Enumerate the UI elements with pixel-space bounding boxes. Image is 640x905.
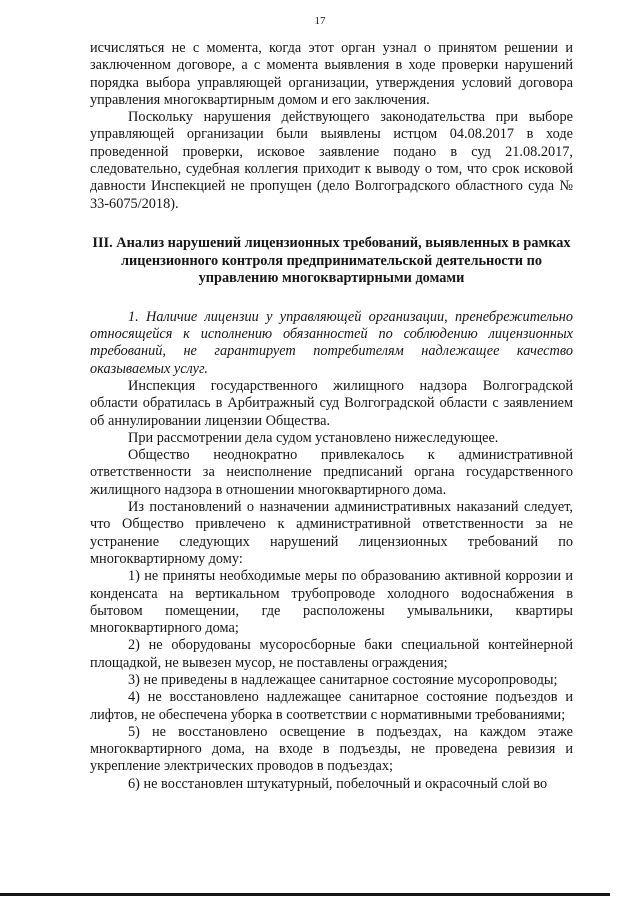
list-item-1: 1) не приняты необходимые меры по образованию активной коррозии и конденсата на вертикальном трубопроводе холодного водоснабжения в бытовом помещении, где расположены умывальники, квартиры многоквартирного дома; <box>90 568 573 637</box>
paragraph-court-findings: При рассмотрении дела судом установлено нижеследующее. <box>128 429 499 446</box>
list-item-3: 3) не приведены в надлежащее санитарное состояние мусоропроводы; <box>128 671 558 688</box>
paragraph-limitation-period: Поскольку нарушения действующего законодательства при выборе управляющей организации были выявлены истцом 04.08.2017 в ходе проведенной проверки, исковое заявление подано в суд 21.08.2017, следовательно, судебная коллегия приходит к выводу о том, что срок исковой давности Инспекцией не пропущен (дело Волгоградского областного суда № 33-6075/2018). <box>90 109 573 212</box>
list-item-5: 5) не восстановлено освещение в подъездах, на каждом этаже многоквартирного дома, на входе в подъезды, не проведена ревизия и укрепление электрических проводов в подъездах; <box>90 723 573 775</box>
list-item-4: 4) не восстановлено надлежащее санитарное состояние подъездов и лифтов, не обеспечена уборка в соответствии с нормативными требованиями; <box>90 689 573 723</box>
document-body <box>90 40 573 793</box>
paragraph-penalty-decisions: Из постановлений о назначении административных наказаний следует, что Общество привлечено к административной ответственности за не устранение следующих нарушений лицензионных требований по многоквартирному дому: <box>90 499 573 567</box>
paragraph-repeated-liability: Общество неоднократно привлекалось к административной ответственности за неисполнение предписаний органа государственного жилищного надзора в отношении многоквартирного дома. <box>90 447 573 498</box>
list-item-2: 2) не оборудованы мусоросборные баки специальной контейнерной площадкой, не вывезен мусор, не поставлены ограждения; <box>90 637 573 671</box>
list-item-6: 6) не восстановлен штукатурный, побелочный и окрасочный слой во <box>128 775 548 792</box>
footer-rule <box>0 893 610 896</box>
paragraph-inspection-claim: Инспекция государственного жилищного надзора Волгоградской области обратилась в Арбитражный суд Волгоградской области с заявлением об аннулировании лицензии Общества. <box>90 377 573 429</box>
section-heading: III. Анализ нарушений лицензионных требований, выявленных в рамках лицензионного контроля предпринимательской деятельности по управлению многоквартирными домами <box>92 234 571 287</box>
sub-heading: 1. Наличие лицензии у управляющей организации, пренебрежительно относящейся к исполнению обязанностей по соблюдению лицензионных требований, не гарантирует потребителям надлежащее качество оказываемых услуг. <box>90 308 573 377</box>
page-number: 17 <box>314 15 326 27</box>
paragraph-continuation: исчисляться не с момента, когда этот орган узнал о принятом решении и заключенном договоре, а с момента выявления в ходе проверки нарушений порядка выбора управляющей организации, утверждения условий договора управления многоквартирным домом и его заключения. <box>90 40 573 108</box>
